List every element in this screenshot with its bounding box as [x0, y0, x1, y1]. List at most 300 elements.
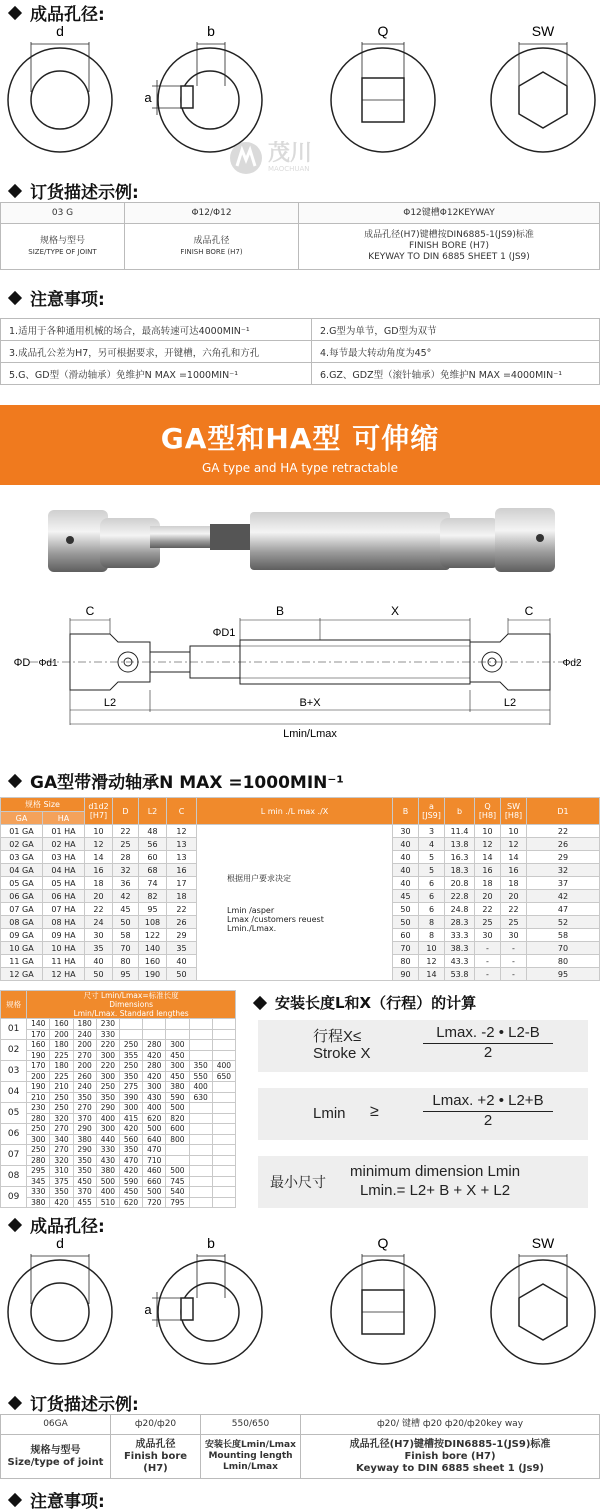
dims-cell: 640 [143, 1134, 166, 1145]
dims-cell: 270 [50, 1124, 73, 1135]
section-header-notes-2 [10, 1487, 105, 1512]
spec-cell: 48 [139, 825, 167, 838]
dims-size: 04 [1, 1082, 27, 1103]
dims-cell: 590 [119, 1176, 142, 1187]
spec-cell: 04 HA [43, 864, 85, 877]
spec-cell: 20 [85, 890, 113, 903]
formula-label: 最小尺寸 [270, 1174, 326, 1190]
spec-header: D1 [527, 798, 600, 825]
dims-cell: 350 [73, 1092, 96, 1103]
dims-cell: 460 [143, 1166, 166, 1177]
section-title: 注意事项: [30, 1492, 105, 1512]
dims-cell: 260 [73, 1071, 96, 1082]
spec-cell: 36 [113, 877, 139, 890]
spec-table [0, 797, 600, 981]
dims-size: 07 [1, 1145, 27, 1166]
spec-cell: 03 HA [43, 851, 85, 864]
dims-cell: 800 [166, 1134, 189, 1145]
watermark-logo [228, 140, 312, 176]
dims-cell [189, 1134, 212, 1145]
dims-cell: 250 [119, 1061, 142, 1072]
dims-cell: 200 [73, 1040, 96, 1051]
spec-cell: 06 HA [43, 890, 85, 903]
spec-cell: 52 [527, 916, 600, 929]
dims-cell: 190 [27, 1082, 50, 1093]
dims-cell: 250 [50, 1092, 73, 1103]
dims-cell [189, 1176, 212, 1187]
dims-cell [189, 1145, 212, 1156]
dims-cell [212, 1029, 235, 1040]
dims-cell: 200 [73, 1061, 96, 1072]
dims-row [1, 1187, 236, 1198]
dims-cell: 710 [143, 1155, 166, 1166]
dims-cell: 250 [27, 1124, 50, 1135]
dims-cell: 250 [50, 1103, 73, 1114]
dims-row [1, 1103, 236, 1114]
formula-line: minimum dimension Lmin [350, 1163, 521, 1180]
spec-header: D [113, 798, 139, 825]
banner-subtitle: GA type and HA type retractable [201, 461, 399, 475]
dims-cell [119, 1019, 142, 1030]
dims-cell [189, 1166, 212, 1177]
order-table [0, 202, 600, 270]
dim-label: Lmin/Lmax [283, 728, 337, 740]
spec-header: Q [H8] [475, 798, 501, 825]
dims-cell [189, 1019, 212, 1030]
dims-cell: 240 [73, 1029, 96, 1040]
dims-cell: 240 [73, 1082, 96, 1093]
dims-cell: 290 [73, 1124, 96, 1135]
spec-cell: 28.3 [445, 916, 475, 929]
dims-cell: 430 [96, 1155, 119, 1166]
dims-cell: 720 [143, 1197, 166, 1208]
spec-cell: 60 [393, 929, 419, 942]
maochuan-logo-icon [228, 140, 264, 176]
dims-row [1, 1124, 236, 1135]
dims-row [1, 1197, 236, 1208]
spec-cell: 25 [501, 916, 527, 929]
dims-cell: 400 [189, 1082, 212, 1093]
label-b: b [207, 1235, 215, 1251]
spec-table-wrap [0, 797, 600, 981]
dims-cell: 400 [96, 1187, 119, 1198]
dims-cell: 560 [119, 1134, 142, 1145]
spec-header: SW [H8] [501, 798, 527, 825]
spec-header: 规格 Size [1, 798, 85, 812]
label-q: Q [377, 1235, 389, 1251]
dims-cell: 230 [96, 1019, 119, 1030]
spec-cell: 04 GA [1, 864, 43, 877]
dims-cell: 340 [50, 1134, 73, 1145]
diamond-icon [253, 995, 267, 1009]
dims-cell [166, 1029, 189, 1040]
dims-cell [212, 1187, 235, 1198]
spec-cell: 40 [393, 864, 419, 877]
dims-row [1, 1061, 236, 1072]
watermark-cn: 茂川 [268, 141, 313, 166]
spec-cell: 30 [475, 929, 501, 942]
dims-row [1, 1029, 236, 1040]
dims-cell: 350 [119, 1145, 142, 1156]
spec-cell: 42 [113, 890, 139, 903]
dims-row [1, 1113, 236, 1124]
section-title: 安装长度L和X（行程）的计算 [275, 994, 477, 1012]
dims-cell: 600 [166, 1124, 189, 1135]
spec-cell: 03 GA [1, 851, 43, 864]
spec-cell: 12 [419, 955, 445, 968]
spec-cell: 40 [393, 838, 419, 851]
spec-header: L2 [139, 798, 167, 825]
spec-cell: 6 [419, 877, 445, 890]
section-title: 订货描述示例: [30, 1395, 139, 1415]
dims-cell: 415 [119, 1113, 142, 1124]
spec-cell: 56 [139, 838, 167, 851]
dims-cell: 320 [50, 1155, 73, 1166]
spec-cell: 90 [393, 968, 419, 981]
order-cell: 成品孔径(H7)键槽按DIN6885-1(JS9)标准 Finish bore (H7) Keyway to DIN 6885 sheet 1 (Js9) [301, 1435, 600, 1479]
dims-cell: 420 [119, 1166, 142, 1177]
spec-cell: 05 GA [1, 877, 43, 890]
spec-cell: 58 [113, 929, 139, 942]
label-sw: SW [531, 23, 555, 39]
dim-label: C [524, 604, 534, 618]
spec-cell: 26 [167, 916, 197, 929]
section-title: 成品孔径: [30, 5, 105, 25]
order-cell: 550/650 [201, 1415, 301, 1435]
dims-cell: 450 [119, 1187, 142, 1198]
dims-cell: 225 [50, 1050, 73, 1061]
dims-cell: 380 [27, 1197, 50, 1208]
spec-cell: 58 [527, 929, 600, 942]
spec-cell: 8 [419, 929, 445, 942]
spec-cell: - [501, 942, 527, 955]
spec-cell: - [501, 955, 527, 968]
dims-cell: 300 [166, 1040, 189, 1051]
spec-cell: 40 [393, 877, 419, 890]
spec-cell: 50 [393, 903, 419, 916]
dims-cell: 660 [143, 1176, 166, 1187]
spec-cell: 11.4 [445, 825, 475, 838]
dims-cell: 620 [119, 1197, 142, 1208]
section-header-notes [10, 285, 105, 310]
note-item: 6.GZ、GDZ型（滚针轴承）免维护N MAX =4000MIN⁻¹ [312, 363, 600, 385]
spec-cell: 13.8 [445, 838, 475, 851]
dims-row [1, 1145, 236, 1156]
dims-cell: 200 [27, 1071, 50, 1082]
diamond-icon [8, 773, 22, 787]
dims-cell: 355 [119, 1050, 142, 1061]
spec-cell: 11 HA [43, 955, 85, 968]
dims-header: 规格 [1, 991, 27, 1019]
spec-cell: 16.3 [445, 851, 475, 864]
section-header-order [10, 178, 139, 203]
dims-cell: 270 [50, 1145, 73, 1156]
formula-operator: ≥ [370, 1103, 379, 1120]
formula-label: 行程X≤ [313, 1028, 362, 1045]
spec-cell: 29 [167, 929, 197, 942]
dims-cell [212, 1197, 235, 1208]
order-cell: ф20/ 键槽 ф20 ф20/ф20key way [301, 1415, 600, 1435]
technical-drawing [0, 600, 600, 740]
order-cell: Φ12键槽Φ12KEYWAY [299, 203, 600, 224]
dim-label: Φd1 [38, 658, 58, 669]
section-title: 订货描述示例: [30, 183, 139, 203]
dims-cell: 370 [73, 1187, 96, 1198]
dims-cell: 400 [96, 1113, 119, 1124]
spec-cell: 108 [139, 916, 167, 929]
label-q: Q [377, 23, 389, 39]
dims-row [1, 1082, 236, 1093]
dims-row [1, 1166, 236, 1177]
spec-cell: 14 [85, 851, 113, 864]
dims-cell: 350 [50, 1187, 73, 1198]
spec-cell: 6 [419, 903, 445, 916]
dims-cell [166, 1155, 189, 1166]
label-d: d [56, 23, 64, 39]
dims-cell: 280 [143, 1040, 166, 1051]
formula-denominator: 2 [423, 1043, 553, 1061]
dims-cell: 280 [27, 1113, 50, 1124]
dims-cell: 400 [212, 1061, 235, 1072]
spec-cell: 09 HA [43, 929, 85, 942]
spec-cell: 40 [167, 955, 197, 968]
dim-label: L2 [103, 697, 117, 709]
order-cell: 成品孔径(H7)键槽按DIN6885-1(JS9)标准 FINISH BORE (H7) KEYWAY TO DIN 6885 SHEET 1 (JS9) [299, 224, 600, 270]
spec-cell: 18 [501, 877, 527, 890]
dims-cell: 470 [143, 1145, 166, 1156]
dims-cell: 350 [189, 1061, 212, 1072]
spec-cell: 74 [139, 877, 167, 890]
spec-cell: 80 [527, 955, 600, 968]
dims-cell [189, 1197, 212, 1208]
dims-cell [212, 1166, 235, 1177]
dims-cell: 180 [50, 1040, 73, 1051]
spec-cell: 4 [419, 838, 445, 851]
dims-cell: 420 [119, 1124, 142, 1135]
dims-cell: 200 [50, 1029, 73, 1040]
note-item: 2.G型为单节，GD型为双节 [312, 319, 600, 341]
dims-cell [119, 1029, 142, 1040]
spec-cell: - [475, 955, 501, 968]
spec-cell: 122 [139, 929, 167, 942]
dims-cell: 180 [50, 1061, 73, 1072]
dims-cell: 630 [189, 1092, 212, 1103]
spec-cell: 02 HA [43, 838, 85, 851]
diamond-icon [8, 1217, 22, 1231]
section-header-spec [10, 768, 344, 793]
dims-cell: 140 [27, 1019, 50, 1030]
diamond-icon [8, 5, 22, 19]
dims-cell: 280 [143, 1061, 166, 1072]
spec-cell: 30 [393, 825, 419, 838]
note-item: 3.成品孔公差为H7，另可根据要求，开键槽，六角孔和方孔 [1, 341, 312, 363]
dims-cell [143, 1019, 166, 1030]
dims-row [1, 1155, 236, 1166]
spec-cell: 22.8 [445, 890, 475, 903]
spec-cell: 25 [475, 916, 501, 929]
dims-cell [212, 1113, 235, 1124]
spec-cell: 22 [113, 825, 139, 838]
dims-cell: 275 [119, 1082, 142, 1093]
spec-cell: 08 GA [1, 916, 43, 929]
dims-cell: 450 [73, 1176, 96, 1187]
dims-cell: 300 [96, 1071, 119, 1082]
spec-cell: 28 [113, 851, 139, 864]
dims-cell: 220 [96, 1061, 119, 1072]
dims-cell: 270 [73, 1050, 96, 1061]
spec-cell: 50 [393, 916, 419, 929]
spec-cell: 82 [139, 890, 167, 903]
spec-cell: 20 [501, 890, 527, 903]
formula-lmin [258, 1088, 588, 1140]
dims-row [1, 1092, 236, 1103]
dims-cell [212, 1145, 235, 1156]
dims-row [1, 1040, 236, 1051]
dims-size: 09 [1, 1187, 27, 1208]
dims-cell: 300 [166, 1061, 189, 1072]
dims-cell [143, 1029, 166, 1040]
diamond-icon [8, 183, 22, 197]
label-b: b [207, 23, 215, 39]
spec-cell: 12 [85, 838, 113, 851]
dims-cell [212, 1092, 235, 1103]
dims-cell [189, 1187, 212, 1198]
dims-cell: 820 [166, 1113, 189, 1124]
spec-cell: 13 [167, 851, 197, 864]
spec-cell: 07 HA [43, 903, 85, 916]
dims-cell: 300 [143, 1082, 166, 1093]
spec-cell: 32 [527, 864, 600, 877]
dims-cell: 500 [96, 1176, 119, 1187]
dim-label: L2 [503, 697, 517, 709]
spec-cell: 5 [419, 851, 445, 864]
section-title: GA型带滑动轴承N MAX =1000MIN⁻¹ [30, 773, 344, 793]
spec-cell: 12 HA [43, 968, 85, 981]
order-cell: 成品孔径 Finish bore (H7) [111, 1435, 201, 1479]
dims-cell: 320 [50, 1113, 73, 1124]
spec-header: B [393, 798, 419, 825]
dims-cell: 350 [119, 1071, 142, 1082]
dims-cell: 350 [96, 1092, 119, 1103]
label-a: a [144, 90, 152, 105]
spec-cell: 10 GA [1, 942, 43, 955]
order-cell: Φ12/Φ12 [125, 203, 299, 224]
spec-cell: 40 [85, 955, 113, 968]
spec-cell: 22 [85, 903, 113, 916]
spec-cell: 05 HA [43, 877, 85, 890]
dims-cell: 350 [73, 1155, 96, 1166]
formula-stroke [258, 1020, 588, 1072]
spec-cell: 09 GA [1, 929, 43, 942]
dims-cell: 190 [27, 1050, 50, 1061]
dims-cell: 290 [73, 1145, 96, 1156]
dims-cell: 300 [96, 1124, 119, 1135]
spec-cell: 5 [419, 864, 445, 877]
formula-numerator: Lmax. -2 • L2-B [436, 1024, 540, 1041]
spec-cell: 37 [527, 877, 600, 890]
spec-cell: 45 [393, 890, 419, 903]
dims-cell: 230 [27, 1103, 50, 1114]
dims-cell: 620 [143, 1113, 166, 1124]
dims-header: 尺寸 Lmin/Lmax=标准长度 Dimensions Lmin/Lmax. Standard lengthes [27, 991, 236, 1019]
spec-cell: 16 [475, 864, 501, 877]
dims-cell: 380 [96, 1166, 119, 1177]
formula-label: Lmin [313, 1105, 346, 1122]
dims-cell: 500 [166, 1166, 189, 1177]
spec-cell: 02 GA [1, 838, 43, 851]
dims-cell: 160 [27, 1040, 50, 1051]
order-cell: 规格与型号 Size/type of joint [1, 1435, 111, 1479]
diamond-icon [8, 290, 22, 304]
dims-cell: 270 [73, 1103, 96, 1114]
spec-cell: 17 [167, 877, 197, 890]
dims-cell [189, 1113, 212, 1124]
dims-cell: 310 [50, 1166, 73, 1177]
dims-cell [212, 1176, 235, 1187]
spec-cell: 13 [167, 838, 197, 851]
notes-table [0, 318, 600, 385]
spec-cell: 30 [85, 929, 113, 942]
section-title: 注意事项: [30, 290, 105, 310]
dims-row [1, 1134, 236, 1145]
dims-cell [189, 1029, 212, 1040]
spec-cell: 26 [527, 838, 600, 851]
section-title: 成品孔径: [30, 1217, 105, 1237]
spec-length-note: 根据用户要求决定 Lmin /asper Lmax /customers reuest Lmin./Lmax. [197, 825, 393, 981]
spec-cell: 01 HA [43, 825, 85, 838]
formula-min-dimension [258, 1156, 588, 1208]
spec-cell: 16 [501, 864, 527, 877]
dims-cell: 420 [143, 1050, 166, 1061]
spec-cell: - [475, 942, 501, 955]
spec-cell: 32 [113, 864, 139, 877]
spec-cell: 24.8 [445, 903, 475, 916]
dims-cell: 170 [27, 1061, 50, 1072]
spec-cell: 60 [139, 851, 167, 864]
spec-cell: 22 [501, 903, 527, 916]
dim-label: C [85, 604, 95, 618]
dims-cell [189, 1124, 212, 1135]
dims-cell: 390 [119, 1092, 142, 1103]
order-cell: ф20/ф20 [111, 1415, 201, 1435]
dims-cell [189, 1103, 212, 1114]
spec-cell: 33.3 [445, 929, 475, 942]
dims-cell: 250 [96, 1082, 119, 1093]
spec-cell: 12 [167, 825, 197, 838]
spec-cell: 38.3 [445, 942, 475, 955]
spec-cell: 20.8 [445, 877, 475, 890]
dims-cell: 250 [27, 1145, 50, 1156]
dims-cell: 370 [73, 1113, 96, 1124]
spec-cell: 24 [85, 916, 113, 929]
spec-cell: 95 [113, 968, 139, 981]
dims-cell: 500 [143, 1187, 166, 1198]
dims-cell: 160 [50, 1019, 73, 1030]
dim-label: X [390, 604, 400, 618]
label-sw: SW [531, 1235, 555, 1251]
dims-cell: 220 [96, 1040, 119, 1051]
spec-cell: 20 [475, 890, 501, 903]
spec-cell: 14 [419, 968, 445, 981]
dims-cell: 345 [27, 1176, 50, 1187]
spec-header: C [167, 798, 197, 825]
label-d: d [56, 1235, 64, 1251]
dims-cell: 330 [96, 1029, 119, 1040]
spec-cell: 18.3 [445, 864, 475, 877]
order-cell: 规格与型号 SIZE/TYPE OF JOINT [1, 224, 125, 270]
spec-cell: 10 [501, 825, 527, 838]
dims-cell: 420 [143, 1071, 166, 1082]
